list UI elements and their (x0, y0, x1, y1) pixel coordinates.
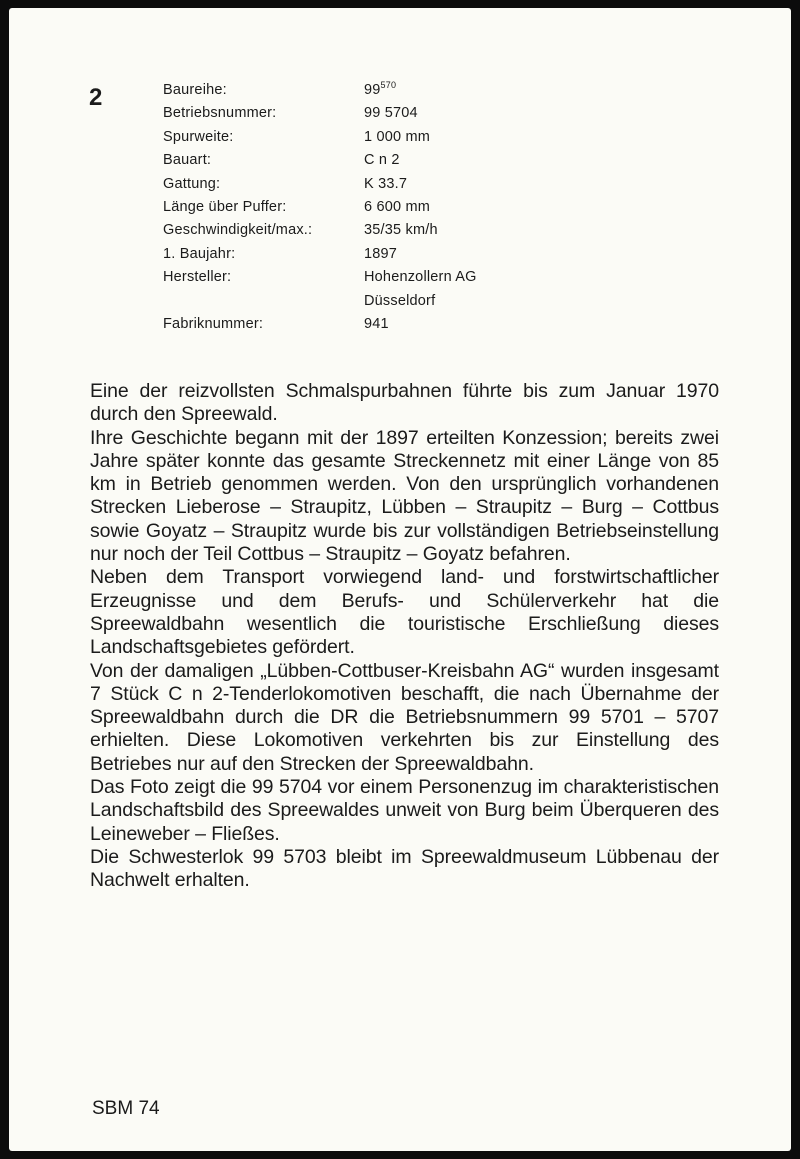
spec-label: Länge über Puffer: (163, 199, 287, 216)
spec-value: 1897 (364, 245, 398, 262)
spec-value: 35/35 km/h (364, 222, 438, 239)
spec-label: Baureihe: (163, 82, 227, 98)
spec-value: 941 (364, 316, 389, 333)
spec-label: Betriebsnummer: (163, 105, 277, 122)
paragraph: Neben dem Transport vorwiegend land- und forstwirtschaftlicher Erzeugnisse und dem Berufs- und Schülerverkehr hat die Spreewaldbahn wesentlich die touristische Erschließung dieses Landschaftsgebietes gefördert. (90, 566, 719, 659)
card-number: 2 (89, 84, 103, 111)
description-text (90, 380, 719, 893)
spec-value: Hohenzollern AG (364, 269, 477, 286)
spec-row-hersteller (163, 266, 477, 289)
spec-label: Geschwindigkeit/max.: (163, 222, 313, 239)
spec-value: K 33.7 (364, 175, 408, 192)
spec-value (364, 79, 396, 102)
series-code: SBM 74 (92, 1098, 160, 1119)
spec-label: 1. Baujahr: (163, 245, 236, 262)
spec-row-hersteller-ort (163, 290, 477, 313)
paragraph: Die Schwesterlok 99 5703 bleibt im Spreewaldmuseum Lübbenau der Nachwelt erhalten. (90, 845, 719, 892)
spec-label: Gattung: (163, 175, 221, 192)
spec-row-spurweite (163, 126, 477, 149)
spec-row-baujahr (163, 243, 477, 266)
spec-table (163, 79, 477, 336)
spec-value: 1 000 mm (364, 128, 431, 145)
spec-value: 6 600 mm (364, 199, 431, 216)
spec-row-baureihe (163, 79, 477, 102)
spec-value-superscript: 570 (380, 80, 397, 90)
paragraph: Ihre Geschichte begann mit der 1897 erteilten Konzession; bereits zwei Jahre später konnte das gesamte Streckennetz mit einer Länge von 85 km in Betrieb genommen werden. Von den ursprünglich vorhandenen Strecken Lieberose – Straupitz, Lübben – Straupitz – Burg – Cottbus sowie Goyatz – Straupitz wurde bis zur vollständigen Betriebseinstellung nur noch der Teil Cottbus – Straupitz – Goyatz befahren. (90, 426, 719, 566)
spec-label: Hersteller: (163, 269, 232, 286)
paragraph: Von der damaligen „Lübben-Cottbuser-Kreisbahn AG“ wurden insgesamt 7 Stück C n 2-Tenderlokomotiven beschafft, die nach Übernahme der Spreewaldbahn durch die DR die Betriebsnummern 99 5701 – 5707 erhielten. Diese Lokomotiven verkehrten bis zur Einstellung des Betriebes nur auf den Strecken der Spreewaldbahn. (90, 659, 719, 775)
spec-value: Düsseldorf (364, 292, 436, 309)
spec-row-gattung (163, 173, 477, 196)
postcard-back (9, 8, 791, 1151)
spec-value: C n 2 (364, 152, 400, 169)
spec-row-laenge (163, 196, 477, 219)
paragraph: Eine der reizvollsten Schmalspurbahnen führte bis zum Januar 1970 durch den Spreewald. (90, 380, 719, 426)
spec-value-main: 99 (364, 82, 381, 98)
spec-label: Spurweite: (163, 128, 234, 145)
spec-value: 99 5704 (364, 105, 418, 122)
spec-label: Fabriknummer: (163, 316, 264, 333)
spec-row-fabriknummer (163, 313, 477, 336)
spec-row-geschwindigkeit (163, 219, 477, 242)
paragraph: Das Foto zeigt die 99 5704 vor einem Personenzug im charakteristischen Landschaftsbild des Spreewaldes unweit von Burg beim Überqueren des Leineweber – Fließes. (90, 776, 719, 845)
spec-row-betriebsnummer (163, 102, 477, 125)
spec-label: Bauart: (163, 152, 212, 169)
spec-label (163, 290, 364, 313)
spec-row-bauart (163, 149, 477, 172)
